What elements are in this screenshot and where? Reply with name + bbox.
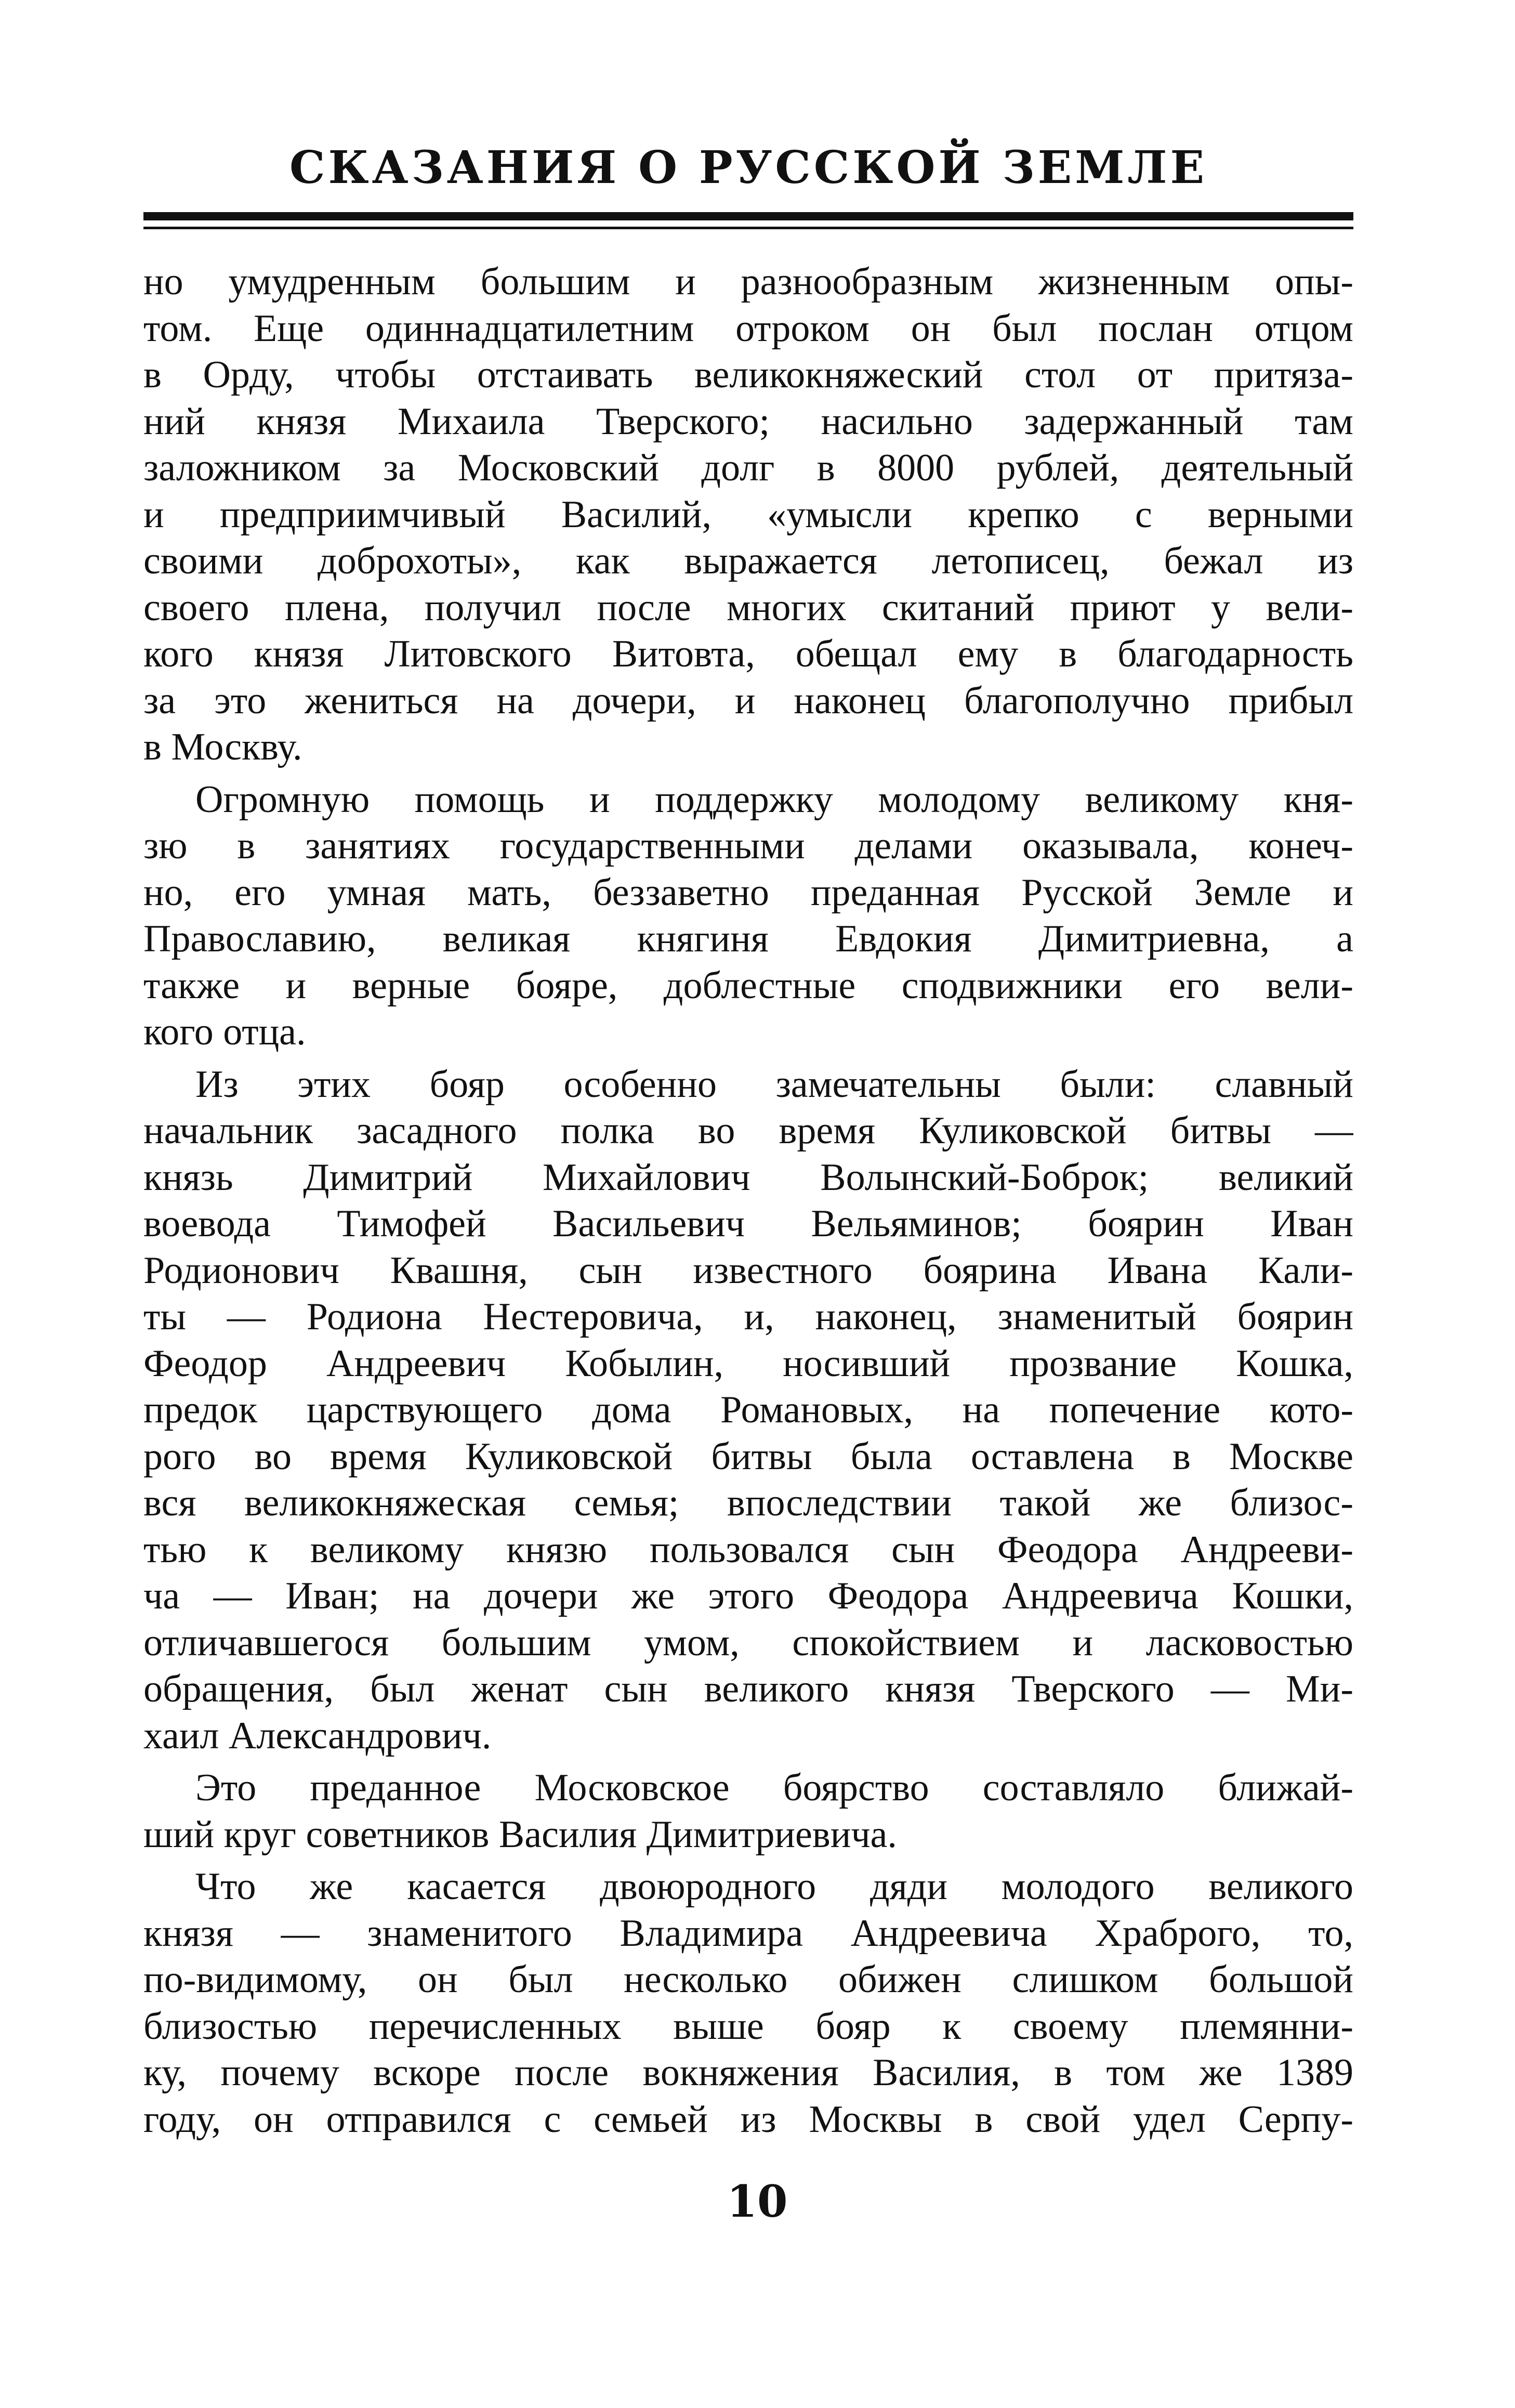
text-line: начальник засадного полка во время Куликовской битвы —	[143, 1109, 1353, 1152]
text-line: том. Еще одиннадцатилетним отроком он был послан отцом	[143, 307, 1353, 350]
text-line: Феодор Андреевич Кобылин, носивший прозвание Кошка,	[143, 1342, 1353, 1385]
text-line: Огромную помощь и поддержку молодому великому кня-	[195, 778, 1353, 821]
text-line: близостью перечисленных выше бояр к своему племянни-	[143, 2005, 1353, 2048]
text-line: Что же касается двоюродного дяди молодого великого	[195, 1865, 1353, 1908]
text-line: в Москву.	[143, 726, 302, 768]
paragraph	[143, 1864, 1353, 2143]
text-line: вся великокняжеская семья; впоследствии такой же близос-	[143, 1482, 1353, 1524]
text-line: князь Димитрий Михайлович Волынский-Боброк; великий	[143, 1156, 1353, 1199]
text-line: по-видимому, он был несколько обижен слишком большой	[143, 1958, 1353, 2001]
text-line: своими доброхоты», как выражается летописец, бежал из	[143, 540, 1353, 582]
text-line: Из этих бояр особенно замечательны были: славный	[195, 1063, 1353, 1106]
text-line: заложником за Московский долг в 8000 рублей, деятельный	[143, 447, 1353, 489]
text-line: кого князя Литовского Витовта, обещал ему в благодарность	[143, 633, 1353, 675]
text-line: хаил Александрович.	[143, 1714, 492, 1757]
paragraph	[143, 259, 1353, 771]
text-line: отличавшегося большим умом, спокойствием и ласковостью	[143, 1621, 1353, 1664]
text-line: ку, почему вскоре после вокняжения Василия, в том же 1389	[143, 2051, 1353, 2094]
text-line: тью к великому князю пользовался сын Феодора Андрееви-	[143, 1528, 1353, 1571]
text-line: рого во время Куликовской битвы была оставлена в Москве	[143, 1435, 1353, 1478]
paragraph	[143, 1765, 1353, 1858]
header-rule-thin	[143, 227, 1353, 229]
paragraph	[143, 1062, 1353, 1760]
text-line: Родионович Квашня, сын известного боярина Ивана Кали-	[143, 1249, 1353, 1292]
text-line: воевода Тимофей Васильевич Вельяминов; боярин Иван	[143, 1202, 1353, 1245]
text-line: Православию, великая княгиня Евдокия Димитриевна, а	[143, 918, 1353, 960]
text-line: ча — Иван; на дочери же этого Феодора Андреевича Кошки,	[143, 1575, 1353, 1617]
text-line: обращения, был женат сын великого князя Тверского — Ми-	[143, 1668, 1353, 1710]
text-line: но умудренным большим и разнообразным жизненным опы-	[143, 260, 1353, 303]
text-line: ший круг советников Василия Димитриевича.	[143, 1813, 897, 1856]
running-head: СКАЗАНИЯ О РУССКОЙ ЗЕМЛЕ	[289, 141, 1207, 194]
page-number: 10	[727, 2176, 788, 2227]
text-line: году, он отправился с семьей из Москвы в свой удел Серпу-	[143, 2098, 1353, 2141]
text-line: и предприимчивый Василий, «умысли крепко с верными	[143, 493, 1353, 536]
text-line: князя — знаменитого Владимира Андреевича Храброго, то,	[143, 1912, 1353, 1955]
text-line: предок царствующего дома Романовых, на попечение кото-	[143, 1389, 1353, 1431]
text-line: также и верные бояре, доблестные сподвижники его вели-	[143, 964, 1353, 1007]
text-line: Это преданное Московское боярство составляло ближай-	[195, 1766, 1353, 1809]
text-line: ний князя Михаила Тверского; насильно задержанный там	[143, 400, 1353, 443]
text-line: в Орду, чтобы отстаивать великокняжеский стол от притяза-	[143, 354, 1353, 396]
text-line: за это жениться на дочери, и наконец благополучно прибыл	[143, 679, 1353, 722]
text-line: ты — Родиона Нестеровича, и, наконец, знаменитый боярин	[143, 1295, 1353, 1338]
body-text	[143, 259, 1353, 2143]
text-line: зю в занятиях государственными делами оказывала, конеч-	[143, 825, 1353, 867]
header-rule-thick	[143, 212, 1353, 220]
text-line: но, его умная мать, беззаветно преданная Русской Земле и	[143, 871, 1353, 914]
text-line: своего плена, получил после многих скитаний приют у вели-	[143, 586, 1353, 629]
text-line: кого отца.	[143, 1011, 306, 1053]
paragraph	[143, 777, 1353, 1056]
